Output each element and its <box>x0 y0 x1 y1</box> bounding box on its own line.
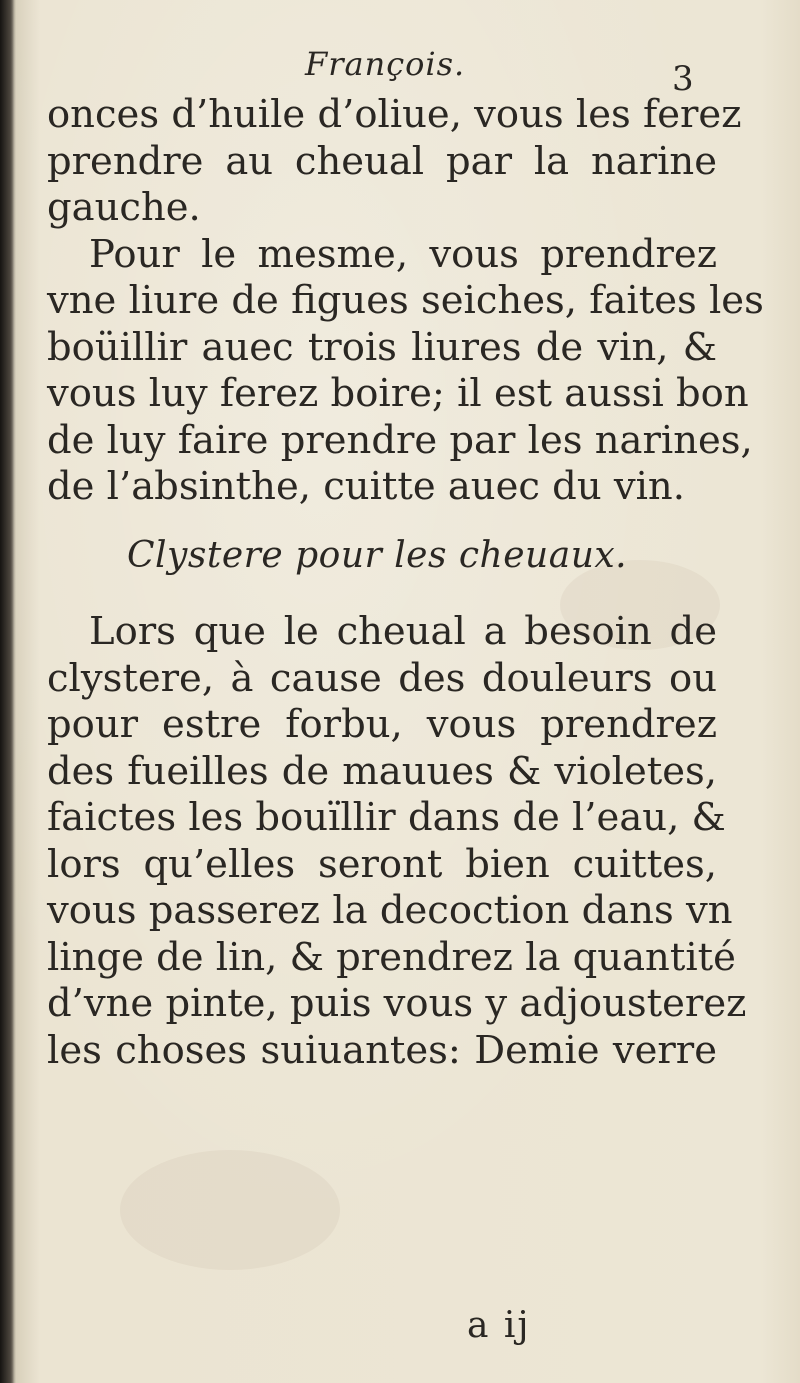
text-line: boüillir auec trois liures de vin, & <box>47 324 717 370</box>
text-line: clystere, à cause des douleurs ou <box>47 655 717 701</box>
text-line: faictes les bouïllir dans de l’eau, & <box>47 795 726 840</box>
page-header <box>0 45 800 99</box>
text-line: gauche. <box>47 185 201 230</box>
text-line: vne liure de figues seiches, faites les <box>47 278 764 323</box>
text-line: de l’absinthe, cuitte auec du vin. <box>47 464 685 509</box>
body-text <box>47 92 764 1074</box>
paper-stain <box>120 1150 340 1270</box>
text-line: d’vne pinte, puis vous y adjousterez <box>47 981 747 1026</box>
text-line: vous luy ferez boire; il est aussi bon <box>47 371 749 416</box>
binding-gutter <box>0 0 14 1383</box>
text-line: Lors que le cheual a besoin de <box>89 609 717 654</box>
text-line: les choses suiuantes: Demie verre <box>47 1027 717 1073</box>
text-line: pour estre forbu, vous prendrez <box>47 702 717 747</box>
section-heading: Clystere pour les cheuaux. <box>127 534 628 576</box>
text-line: prendre au cheual par la narine <box>47 138 717 184</box>
text-line: lors qu’elles seront bien cuittes, <box>47 841 717 887</box>
text-line: des fueilles de mauues & violetes, <box>47 748 717 794</box>
page-number: 3 <box>672 59 694 99</box>
signature-mark: a ij <box>467 1305 531 1346</box>
text-line: Pour le mesme, vous prendrez <box>89 231 717 277</box>
text-line: onces d’huile d’oliue, vous les ferez <box>47 92 742 137</box>
running-title: François. <box>305 45 466 83</box>
text-line: linge de lin, & prendrez la quantité <box>47 934 736 980</box>
text-line: vous passerez la decoction dans vn <box>47 888 733 933</box>
text-line: de luy faire prendre par les narines, <box>47 417 753 463</box>
